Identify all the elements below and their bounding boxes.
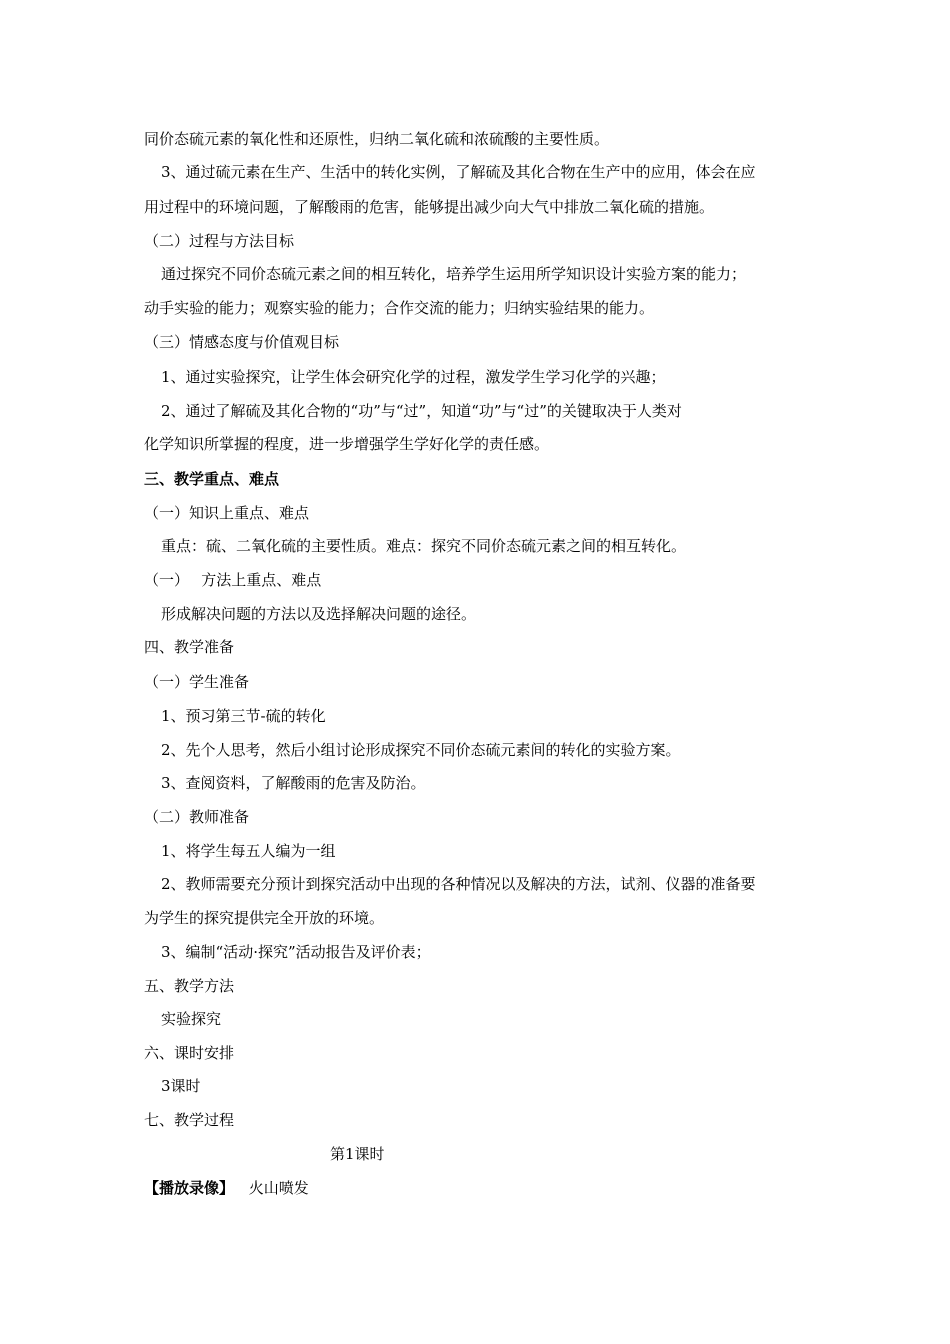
list-item: 1、将学生每五人编为一组	[161, 842, 336, 860]
list-item: 2、教师需要充分预计到探究活动中出现的各种情况以及解决的方法，试剂、仪器的准备要	[161, 875, 756, 893]
section-heading: （三）情感态度与价值观目标	[144, 333, 340, 351]
paragraph-line: 2、通过了解硫及其化合物的“功”与“过”，知道“功”与“过”的关键取决于人类对	[161, 402, 682, 420]
section-heading: （一）学生准备	[144, 673, 250, 691]
paragraph-line: 通过探究不同价态硫元素之间的相互转化，培养学生运用所学知识设计实验方案的能力；	[161, 265, 747, 283]
chapter-heading: 三、教学重点、难点	[144, 470, 280, 488]
activity-line	[144, 1178, 950, 1198]
list-item: 3、编制“活动·探究”活动报告及评价表；	[161, 943, 431, 961]
chapter-heading: 六、课时安排	[144, 1044, 235, 1062]
lesson-title: 第1课时	[330, 1145, 385, 1163]
paragraph-line: 实验探究	[161, 1010, 222, 1028]
chapter-heading: 四、教学准备	[144, 638, 235, 656]
paragraph-line: 动手实验的能力；观察实验的能力；合作交流的能力；归纳实验结果的能力。	[144, 299, 655, 317]
activity-label: 【播放录像】	[144, 1179, 235, 1197]
paragraph-line: 形成解决问题的方法以及选择解决问题的途径。	[161, 605, 477, 623]
section-heading: （一）知识上重点、难点	[144, 504, 310, 522]
paragraph-line: 3、通过硫元素在生产、生活中的转化实例，了解硫及其化合物在生产中的应用，体会在应	[161, 163, 756, 181]
section-heading: （二）过程与方法目标	[144, 232, 295, 250]
paragraph-line: 为学生的探究提供完全开放的环境。	[144, 909, 385, 927]
paragraph-line: 用过程中的环境问题，了解酸雨的危害，能够提出减少向大气中排放二氧化硫的措施。	[144, 198, 715, 216]
activity-text: 火山喷发	[248, 1179, 309, 1197]
paragraph-line: 化学知识所掌握的程度，进一步增强学生学好化学的责任感。	[144, 435, 550, 453]
paragraph-line: 1、通过实验探究，让学生体会研究化学的过程，激发学生学习化学的兴趣；	[161, 368, 666, 386]
chapter-heading: 七、教学过程	[144, 1111, 235, 1129]
paragraph-line: 重点：硫、二氧化硫的主要性质。难点：探究不同价态硫元素之间的相互转化。	[161, 537, 687, 555]
section-heading: （二）教师准备	[144, 808, 250, 826]
paragraph-line: 3课时	[161, 1077, 201, 1095]
list-item: 2、先个人思考，然后小组讨论形成探究不同价态硫元素间的转化的实验方案。	[161, 741, 681, 759]
section-heading: （一） 方法上重点、难点	[144, 571, 322, 589]
list-item: 3、查阅资料，了解酸雨的危害及防治。	[161, 774, 426, 792]
paragraph-line: 同价态硫元素的氧化性和还原性，归纳二氧化硫和浓硫酸的主要性质。	[144, 130, 610, 148]
list-item: 1、预习第三节-硫的转化	[161, 707, 326, 725]
chapter-heading: 五、教学方法	[144, 977, 235, 995]
